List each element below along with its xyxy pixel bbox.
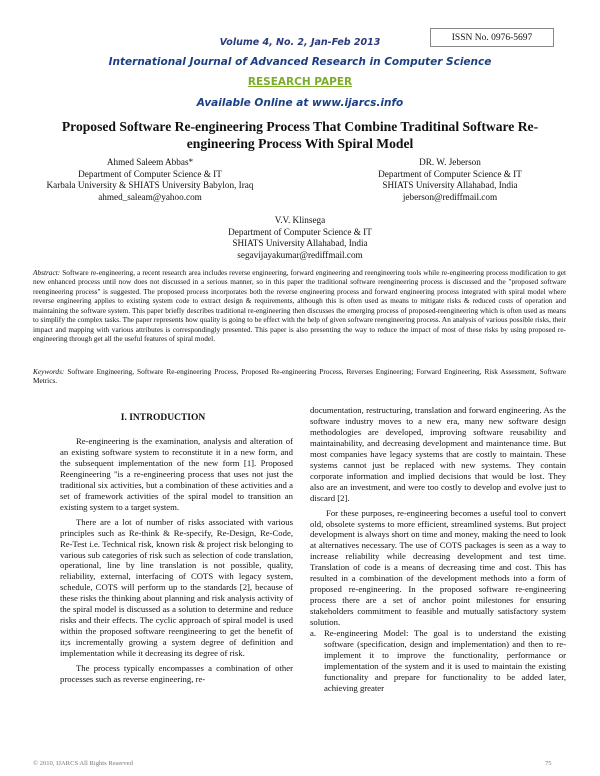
- keywords: [33, 367, 566, 386]
- footer-copyright: © 2010, IJARCS All Rights Reserved: [33, 760, 133, 767]
- paragraph: For these purposes, re-engineering becomes a useful tool to convert old, obsolete systems to more efficient, streamlined systems. But project development is always short on time and money, making the need to look at alternatives necessary. The use of COTS packages is seen as a way to increase reliability while decreasing development and test time. Translation of code is a means of decreasing time and cost. This has resulted in a combination of the development methods into a form of proposed re-engineering. In the proposed software re-engineering process there are a set of anchor point milestones for ensuring stakeholders commitment to feasible and mutually satisfactory system solution.: [310, 507, 566, 628]
- abstract-label: Abstract:: [33, 268, 61, 277]
- author-affiliation: Karbala University & SHIATS University Babylon, Iraq: [46, 180, 254, 191]
- author-affiliation: SHIATS University Allahabad, India: [382, 180, 518, 191]
- page-number: 75: [545, 760, 552, 767]
- author-email[interactable]: ahmed_saleam@yahoo.com: [98, 191, 202, 202]
- list-item: [310, 628, 566, 694]
- author-block-1: [30, 157, 270, 203]
- paragraph: There are a lot of number of risks associated with various principles such as Re-think & Re-specify, Re-Design, Re-Code, Re-Test i.e. Technical risk, known risk & project risk belonging to various sub categories of risk such as selection of code translation, operational, line by line translation is not possible, quality, reliability, external, interfacing of COTS with legacy system, schedule, COTS will perform up to the standards [2], because of these risks the thinking about planning and risk analysis activity of the spiral model is discussed as a solution to determine and reduce risks and their effects. The cyclic approach of spiral model is used within the proposed software reengineering to get the benefit of it;s incrementally growing a system degree of definition and implementation while it decreasing its degree of risk.: [60, 516, 293, 659]
- author-dept: Department of Computer Science & IT: [378, 168, 522, 179]
- availability-link[interactable]: Available Online at www.ijarcs.info: [196, 97, 404, 109]
- right-column: [310, 405, 566, 694]
- author-name: V.V. Klinsega: [274, 215, 326, 225]
- author-block-3: [180, 215, 420, 261]
- author-block-2: [330, 157, 570, 203]
- author-name: Ahmed Saleem Abbas*: [106, 157, 194, 167]
- author-email[interactable]: jeberson@rediffmail.com: [402, 191, 498, 202]
- paper-title: Proposed Software Re-engineering Process That Combine Traditinal Software Re-engineering Process With Spiral Model: [61, 119, 539, 151]
- paragraph: Re-engineering is the examination, analysis and alteration of an existing software system to reconstitute it in a new form, and the subsequent implementation of the new form [1]. Proposed Reengineering "is a re-engineering process that uses not just the traditional six activities, but a combination of these activities and a set of framework activities of the spiral model to transition an existing system to a target system.: [60, 436, 293, 512]
- keywords-text: Software Engineering, Software Re-engineering Process, Proposed Re-engineering Process, Reverses Engineering; Forward Engineering, Risk Assessment, Software Metrics.: [33, 367, 566, 386]
- left-column: [60, 436, 293, 685]
- list-text: Re-engineering Model: The goal is to understand the existing software (specification, design and implementation) and then to re-implement it to improve the functionality, performance or implementation of the system and it is used to maintain the existing functionality and prepare for functionality to be added later, achieving greater: [324, 628, 566, 693]
- abstract-text: Software re-engineering, a recent research area includes reverse engineering, forward engineering and reengineering tools while re-engineering process modification to get new enhanced process until now does not discussed in a serious manner, so in this paper the traditional software reengineering process is discussed and the "proposed software reengineering process" is suggested. The proposed process incorporates both the reverse engineering process and forward engineering process integrated with spiral model where reverse engineering applies to existing system code to extract design & requirements, although this is often used as means to mitigate risks & reduced costs of operation and maintaining the software system. This paper briefly describes traditional re-engineering then discusses the emerging process of proposed-reengineering which is often used as means to simplify the complex tasks. The paper represents how quality is going to be effect with the help of given software reengineering process. An analysis of various possible risks, their impact and mapping with various attributes is correspondingly presented. This paper is also presenting the way to reduce the impact of most of these risks by using proposed re-engineering through get all the useful features of spiral model.: [33, 268, 566, 344]
- paper-type: RESEARCH PAPER: [247, 76, 353, 88]
- section-heading: I. INTRODUCTION: [120, 413, 206, 423]
- keywords-label: Keywords:: [33, 367, 65, 376]
- author-dept: Department of Computer Science & IT: [228, 226, 372, 237]
- issn-box: ISSN No. 0976-5697: [430, 28, 554, 47]
- author-name: DR. W. Jeberson: [419, 157, 481, 167]
- paragraph: The process typically encompasses a combination of other processes such as reverse engineering, re-: [60, 663, 293, 685]
- volume-info: Volume 4, No. 2, Jan-Feb 2013: [219, 37, 381, 48]
- abstract: [33, 268, 566, 344]
- author-affiliation: SHIATS University Allahabad, India: [232, 238, 368, 249]
- journal-name: International Journal of Advanced Research in Computer Science: [108, 56, 492, 68]
- list-label: a.: [310, 628, 317, 639]
- author-email[interactable]: segavijayakumar@rediffmail.com: [237, 249, 363, 260]
- author-dept: Department of Computer Science & IT: [78, 168, 222, 179]
- paragraph: documentation, restructuring, translation and forward engineering. As the software industry moves to a new era, many new software design methodologies are developed, improving software reusability and maintainability, and decreasing development and maintenance time. But most companies have legacy systems that are costly to maintain. These systems cannot just be replaced with new systems. They contain corporate information and implied decisions that would be lost. They also are an investment, and were too costly to develop and evolve just to discard [2].: [310, 405, 566, 503]
